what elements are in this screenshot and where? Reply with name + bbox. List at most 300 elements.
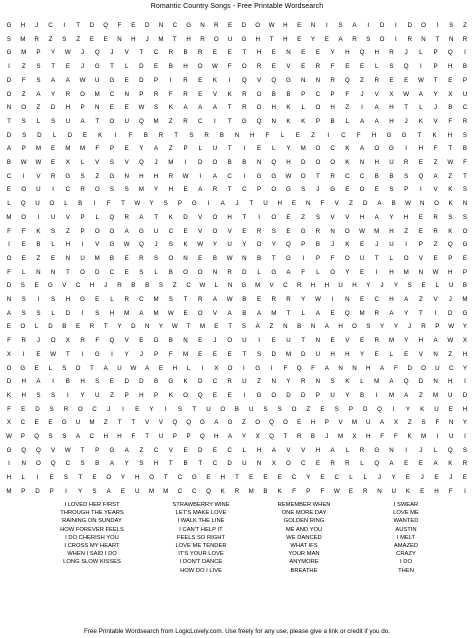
grid-letter: M	[168, 159, 174, 166]
grid-letter: D	[139, 76, 144, 84]
grid-letter: P	[418, 241, 423, 249]
grid-letter: J	[81, 49, 85, 57]
grid-letter: U	[359, 254, 365, 262]
grid-letter: J	[408, 323, 412, 331]
grid-letter: Q	[200, 433, 205, 440]
grid-letter: P	[301, 90, 306, 98]
grid-letter: Q	[34, 433, 40, 440]
grid-letter: E	[301, 49, 306, 57]
grid-letter: A	[80, 117, 85, 125]
grid-letter: T	[163, 474, 168, 482]
grid-letter: C	[227, 172, 232, 180]
grid-letter: S	[177, 405, 183, 413]
grid-letter: F	[448, 117, 453, 125]
grid-letter: I	[22, 350, 25, 358]
grid-letter: E	[249, 474, 254, 482]
grid-letter: G	[94, 63, 100, 71]
grid-letter: Q	[138, 159, 144, 166]
grid-letter: U	[448, 282, 454, 290]
grid-letter: D	[124, 378, 129, 386]
grid-letter: F	[168, 90, 173, 98]
grid-row	[0, 117, 474, 127]
grid-letter: H	[139, 172, 144, 180]
grid-letter: Y	[462, 364, 468, 372]
grid-letter: I	[325, 22, 328, 29]
grid-letter: D	[48, 323, 53, 331]
grid-letter: N	[421, 35, 426, 43]
grid-letter: C	[448, 364, 454, 372]
word-list-item: WE DANCED	[286, 534, 322, 541]
grid-letter: P	[80, 104, 85, 112]
grid-letter: S	[80, 172, 85, 180]
grid-letter: U	[435, 364, 440, 372]
grid-letter: C	[109, 268, 115, 276]
grid-letter: S	[92, 487, 97, 495]
grid-letter: Q	[103, 22, 109, 29]
grid-letter: S	[36, 63, 41, 71]
grid-letter: J	[420, 474, 424, 482]
grid-letter: E	[256, 145, 262, 153]
grid-letter: D	[139, 378, 144, 386]
word-list-item: ONE MORE DAY	[281, 510, 327, 517]
grid-letter: N	[124, 90, 129, 98]
grid-letter: R	[315, 227, 321, 235]
grid-letter: O	[256, 104, 262, 112]
grid-letter: E	[212, 49, 217, 57]
grid-letter: P	[21, 487, 26, 495]
grid-letter: O	[21, 186, 27, 194]
grid-letter: E	[330, 309, 335, 317]
grid-letter: Y	[286, 145, 291, 153]
word-list-item: HOW FOREVER FEELS	[60, 526, 124, 533]
grid-letter: F	[117, 22, 122, 29]
grid-letter: Q	[271, 159, 277, 166]
grid-letter: N	[389, 446, 394, 454]
grid-letter: D	[6, 131, 12, 139]
grid-letter: K	[168, 391, 173, 399]
grid-letter: S	[462, 213, 468, 221]
grid-letter: H	[338, 323, 343, 331]
grid-letter: T	[242, 49, 247, 57]
grid-letter: D	[242, 268, 247, 276]
grid-letter: Y	[393, 282, 398, 290]
grid-letter: D	[50, 104, 56, 112]
grid-letter: M	[351, 419, 358, 427]
grid-letter: G	[200, 419, 205, 427]
grid-row	[0, 405, 474, 415]
grid-letter: V	[198, 227, 203, 235]
grid-letter: G	[241, 282, 247, 290]
grid-letter: P	[433, 49, 438, 57]
grid-letter: C	[172, 22, 178, 29]
grid-letter: L	[51, 309, 55, 317]
grid-letter: K	[286, 117, 291, 125]
grid-letter: W	[64, 446, 71, 454]
grid-letter: W	[199, 282, 206, 290]
grid-letter: O	[359, 186, 365, 194]
grid-letter: A	[51, 76, 56, 84]
grid-letter: I	[111, 350, 113, 358]
grid-letter: I	[93, 200, 96, 208]
grid-letter: Y	[462, 419, 468, 427]
grid-letter: Q	[359, 49, 365, 57]
grid-letter: E	[374, 186, 379, 194]
grid-letter: Z	[306, 405, 311, 413]
grid-letter: L	[48, 364, 53, 372]
grid-letter: B	[145, 282, 150, 290]
grid-letter: H	[448, 268, 453, 276]
grid-letter: T	[235, 474, 239, 482]
grid-letter: D	[363, 405, 368, 413]
grid-letter: R	[183, 90, 188, 98]
grid-letter: N	[124, 172, 129, 180]
grid-letter: F	[448, 487, 453, 495]
word-list-item: I SWEAR	[393, 502, 419, 508]
grid-letter: L	[345, 446, 350, 454]
word-list-item: REMEMBER WHEN	[277, 502, 331, 508]
grid-letter: R	[363, 487, 368, 495]
grid-letter: H	[352, 282, 357, 290]
grid-letter: Y	[433, 90, 438, 98]
grid-letter: B	[315, 241, 320, 249]
grid-letter: P	[172, 433, 177, 440]
grid-letter: G	[6, 22, 12, 29]
grid-letter: F	[320, 200, 325, 208]
grid-letter: G	[462, 309, 468, 317]
grid-letter: G	[286, 186, 291, 194]
grid-letter: T	[404, 104, 409, 112]
grid-letter: Y	[241, 433, 246, 440]
grid-letter: C	[48, 22, 53, 29]
grid-letter: D	[131, 323, 136, 331]
grid-letter: R	[139, 254, 144, 262]
grid-letter: H	[117, 433, 122, 440]
grid-letter: Z	[36, 254, 41, 262]
grid-letter: D	[35, 487, 40, 495]
grid-letter: I	[81, 241, 84, 249]
grid-letter: X	[6, 350, 12, 358]
grid-letter: A	[433, 172, 438, 180]
grid-letter: S	[449, 22, 454, 29]
grid-letter: R	[374, 337, 379, 345]
grid-letter: N	[310, 323, 316, 331]
grid-letter: O	[80, 90, 85, 98]
grid-letter: V	[95, 159, 100, 166]
grid-letter: J	[404, 49, 408, 57]
grid-letter: D	[418, 378, 424, 386]
grid-letter: P	[435, 323, 440, 331]
grid-letter: U	[462, 90, 468, 98]
grid-letter: C	[212, 460, 218, 468]
grid-letter: H	[310, 419, 316, 427]
grid-letter: S	[49, 405, 54, 413]
grid-letter: Y	[330, 49, 335, 57]
grid-letter: S	[62, 364, 67, 372]
grid-row	[0, 90, 474, 100]
grid-letter: I	[367, 22, 370, 29]
grid-letter: I	[201, 364, 204, 372]
grid-letter: K	[220, 487, 225, 495]
grid-letter: Y	[359, 350, 365, 358]
grid-letter: N	[359, 159, 365, 166]
grid-letter: H	[374, 49, 379, 57]
grid-letter: V	[198, 213, 203, 221]
grid-letter: R	[296, 282, 302, 290]
grid-letter: K	[420, 405, 425, 413]
grid-letter: E	[212, 446, 217, 454]
grid-letter: N	[448, 419, 454, 427]
grid-letter: O	[75, 364, 81, 372]
grid-row	[0, 144, 474, 154]
grid-letter: C	[109, 90, 115, 98]
grid-letter: A	[315, 309, 320, 317]
grid-letter: R	[330, 76, 335, 84]
grid-letter: E	[256, 296, 262, 303]
grid-letter: Z	[463, 22, 467, 29]
grid-letter: H	[324, 282, 330, 290]
grid-letter: U	[242, 337, 247, 345]
grid-letter: S	[168, 241, 173, 249]
grid-letter: I	[243, 172, 246, 180]
grid-letter: C	[65, 186, 71, 194]
grid-letter: C	[177, 474, 183, 482]
grid-letter: V	[95, 241, 100, 249]
grid-letter: L	[186, 364, 191, 372]
grid-letter: O	[315, 145, 321, 153]
grid-letter: T	[271, 254, 276, 262]
grid-letter: L	[349, 474, 353, 482]
grid-letter: B	[286, 90, 291, 98]
grid-letter: K	[345, 145, 350, 153]
grid-letter: A	[418, 90, 423, 98]
grid-letter: Y	[139, 145, 144, 153]
grid-letter: R	[462, 117, 468, 125]
grid-letter: C	[75, 282, 81, 290]
grid-letter: Q	[271, 76, 277, 84]
grid-letter: F	[7, 405, 11, 413]
grid-letter: O	[256, 241, 262, 249]
grid-letter: E	[295, 131, 300, 139]
grid-letter: A	[433, 337, 438, 345]
grid-letter: T	[145, 433, 150, 440]
grid-letter: H	[345, 350, 350, 358]
grid-letter: N	[300, 76, 306, 84]
word-column	[249, 501, 359, 575]
grid-letter: I	[375, 268, 378, 276]
grid-row	[0, 418, 474, 428]
grid-letter: A	[154, 145, 159, 153]
grid-letter: E	[48, 419, 53, 427]
grid-letter: T	[172, 35, 177, 43]
grid-letter: C	[139, 296, 144, 303]
grid-letter: R	[374, 309, 379, 317]
grid-letter: M	[6, 487, 12, 495]
grid-letter: B	[242, 296, 247, 303]
grid-letter: E	[320, 474, 325, 482]
grid-letter: A	[212, 296, 217, 303]
grid-letter: N	[117, 35, 122, 43]
grid-letter: E	[297, 35, 302, 43]
grid-letter: S	[51, 296, 56, 303]
grid-letter: O	[212, 227, 218, 235]
grid-letter: E	[291, 200, 297, 208]
grid-letter: Z	[418, 391, 423, 399]
grid-letter: V	[418, 254, 423, 262]
grid-letter: H	[80, 378, 85, 386]
grid-letter: U	[206, 405, 211, 413]
grid-letter: I	[169, 76, 172, 84]
grid-letter: M	[433, 391, 439, 399]
grid-letter: O	[282, 419, 288, 427]
grid-letter: F	[433, 145, 438, 153]
grid-letter: T	[186, 323, 191, 331]
grid-letter: E	[404, 76, 409, 84]
grid-letter: Q	[269, 433, 274, 440]
grid-letter: U	[65, 117, 71, 125]
grid-letter: Y	[404, 337, 409, 345]
grid-letter: Q	[447, 241, 453, 249]
grid-letter: E	[92, 474, 97, 482]
grid-letter: H	[20, 22, 26, 29]
grid-letter: M	[35, 145, 41, 153]
grid-letter: E	[324, 35, 329, 43]
grid-letter: L	[419, 49, 423, 57]
grid-letter: Y	[366, 282, 371, 290]
grid-letter: P	[256, 186, 262, 194]
grid-letter: T	[435, 35, 440, 43]
grid-letter: I	[243, 364, 245, 372]
grid-letter: U	[135, 487, 140, 495]
grid-letter: S	[301, 186, 306, 194]
grid-letter: J	[325, 433, 329, 440]
grid-letter: A	[145, 364, 150, 372]
grid-letter: J	[448, 296, 452, 303]
grid-letter: N	[352, 364, 357, 372]
grid-letter: R	[359, 446, 365, 454]
grid-letter: E	[448, 76, 453, 84]
grid-letter: S	[36, 309, 41, 317]
grid-letter: U	[95, 76, 100, 84]
grid-letter: E	[183, 227, 188, 235]
grid-letter: Q	[374, 460, 380, 468]
grid-letter: O	[227, 337, 233, 345]
grid-letter: K	[407, 433, 412, 440]
grid-row	[0, 446, 474, 456]
grid-letter: Q	[21, 446, 27, 454]
grid-letter: Y	[286, 378, 291, 386]
grid-letter: P	[301, 241, 306, 249]
grid-letter: R	[433, 213, 438, 221]
grid-letter: W	[6, 433, 12, 440]
grid-letter: Q	[138, 241, 144, 249]
grid-letter: E	[124, 268, 129, 276]
grid-letter: I	[361, 104, 363, 112]
grid-letter: E	[404, 350, 409, 358]
grid-letter: I	[464, 49, 466, 57]
grid-letter: E	[345, 63, 350, 71]
grid-letter: V	[51, 446, 56, 454]
grid-letter: P	[80, 213, 85, 221]
grid-letter: O	[149, 474, 154, 482]
grid-letter: I	[65, 487, 67, 495]
grid-letter: S	[95, 309, 100, 317]
grid-letter: L	[110, 296, 114, 303]
grid-letter: T	[227, 145, 232, 153]
grid-letter: D	[183, 213, 188, 221]
grid-letter: R	[63, 405, 69, 413]
grid-letter: T	[183, 296, 188, 303]
grid-letter: O	[271, 213, 277, 221]
grid-letter: O	[379, 35, 385, 43]
grid-letter: Z	[349, 200, 353, 208]
grid-letter: F	[380, 433, 384, 440]
grid-letter: P	[177, 200, 183, 208]
grid-letter: I	[419, 63, 422, 71]
grid-letter: E	[95, 296, 100, 303]
grid-letter: I	[464, 487, 466, 495]
grid-letter: Q	[403, 378, 409, 386]
grid-letter: B	[297, 323, 302, 331]
grid-letter: W	[167, 309, 174, 317]
grid-letter: D	[35, 405, 40, 413]
grid-letter: Z	[345, 104, 350, 112]
grid-letter: H	[389, 117, 394, 125]
grid-letter: E	[462, 474, 468, 482]
grid-letter: E	[448, 405, 453, 413]
grid-letter: B	[391, 200, 396, 208]
grid-letter: O	[109, 117, 115, 125]
grid-letter: O	[255, 22, 261, 29]
grid-letter: W	[212, 63, 218, 71]
grid-letter: U	[227, 241, 232, 249]
grid-letter: R	[315, 63, 321, 71]
grid-letter: Z	[418, 296, 423, 303]
grid-letter: D	[462, 391, 468, 399]
grid-letter: U	[153, 227, 159, 235]
grid-letter: Q	[447, 49, 453, 57]
grid-letter: W	[35, 159, 42, 166]
grid-letter: M	[374, 227, 380, 235]
grid-row	[0, 281, 474, 291]
grid-letter: I	[258, 337, 260, 345]
grid-letter: I	[243, 145, 246, 153]
grid-letter: H	[168, 186, 174, 194]
word-list-item: STRAWBERRY WINE	[172, 502, 230, 508]
grid-letter: K	[183, 378, 188, 386]
grid-letter: B	[310, 433, 316, 440]
grid-letter: F	[21, 76, 26, 84]
grid-letter: X	[65, 159, 70, 166]
grid-letter: F	[301, 268, 306, 276]
grid-letter: K	[277, 487, 282, 495]
grid-letter: O	[227, 364, 233, 372]
grid-letter: H	[403, 213, 409, 221]
grid-letter: E	[51, 159, 56, 166]
grid-letter: S	[315, 213, 320, 221]
grid-letter: J	[419, 446, 423, 454]
word-list-item: I DO CHERISH YOU	[65, 534, 119, 541]
grid-letter: W	[226, 254, 233, 262]
grid-letter: Z	[172, 282, 177, 290]
grid-letter: B	[168, 337, 173, 345]
grid-letter: A	[377, 200, 382, 208]
grid-letter: H	[21, 391, 26, 399]
grid-letter: O	[94, 186, 100, 194]
grid-letter: M	[79, 145, 86, 153]
grid-letter: P	[462, 76, 468, 84]
grid-row	[0, 268, 474, 278]
grid-letter: U	[158, 433, 164, 440]
